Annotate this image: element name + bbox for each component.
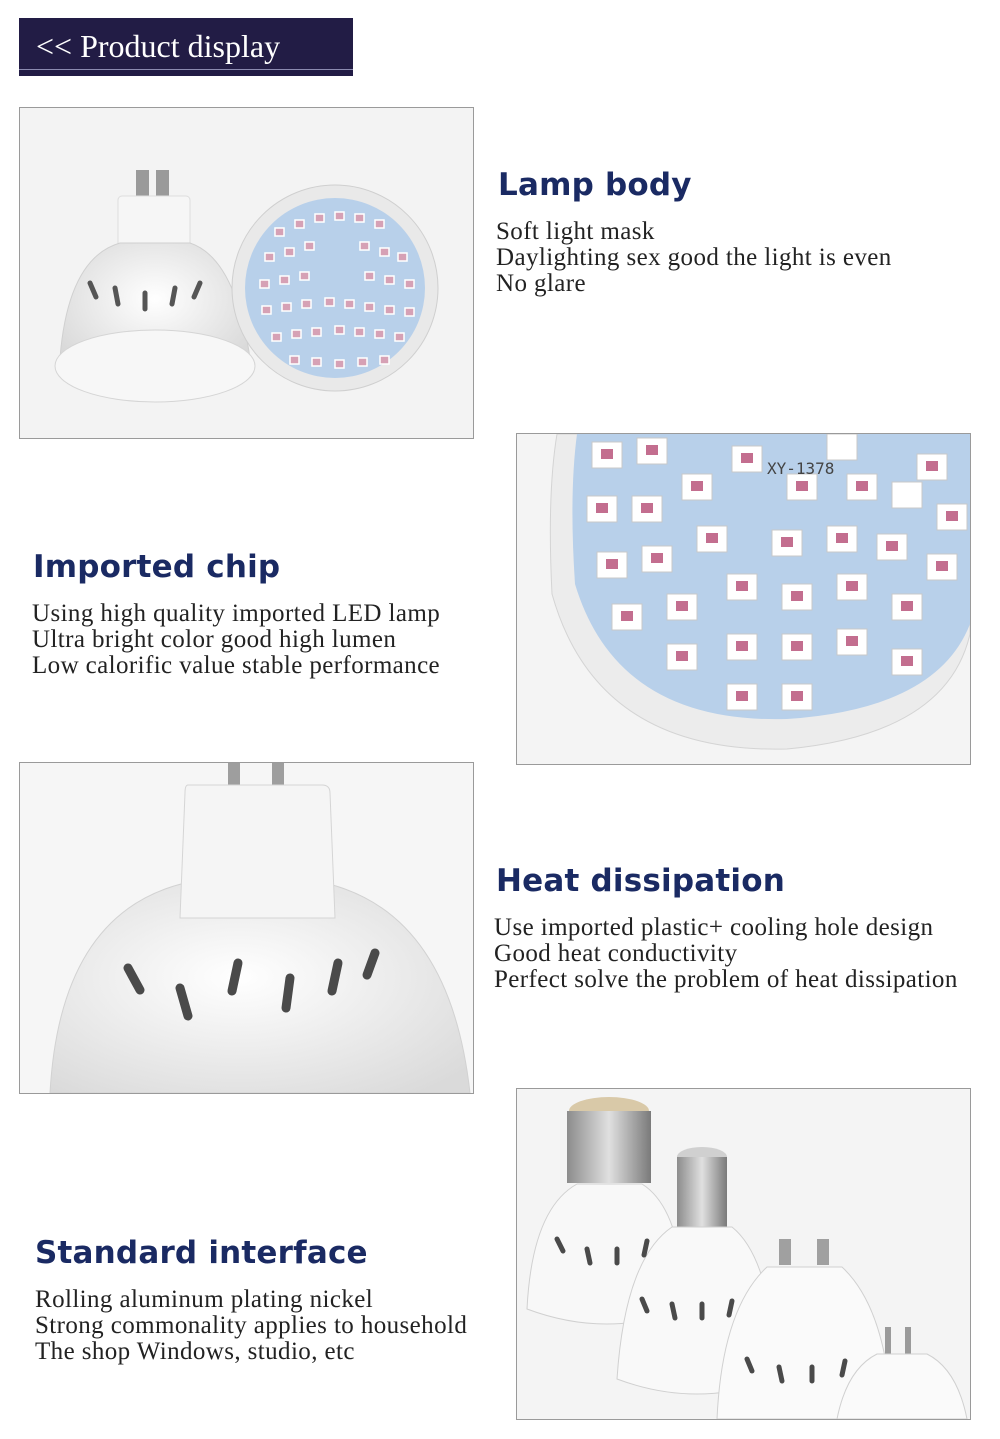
standard-interface-description [35,1287,467,1365]
standard-interface-heading: Standard interface [35,1235,368,1271]
imported-chip-heading: Imported chip [33,549,281,585]
description-line: Strong commonality applies to household [35,1312,468,1339]
cooling-holes-photo [19,762,474,1094]
description-line: Low calorific value stable performance [32,652,441,679]
description-line: Use imported plastic+ cooling hole design [494,914,934,941]
lamp-body-heading: Lamp body [498,167,692,203]
description-line: Good heat conductivity [494,940,738,967]
chip-label: XY-1378 [767,459,835,478]
socket-types-photo [516,1088,971,1420]
description-line: Using high quality imported LED lamp [32,600,441,627]
description-line: Soft light mask [496,218,655,245]
heat-dissipation-description [494,915,958,993]
product-display-banner [19,18,353,76]
description-line: Rolling aluminum plating nickel [35,1286,374,1313]
led-chip-closeup-photo [516,433,971,765]
lamp-body-description [496,219,892,297]
description-line: Ultra bright color good high lumen [32,626,397,653]
description-line: No glare [496,270,586,297]
heat-dissipation-heading: Heat dissipation [496,863,785,899]
description-line: Perfect solve the problem of heat dissipation [494,966,958,993]
description-line: The shop Windows, studio, etc [35,1338,355,1365]
banner-title: << Product display [36,28,281,64]
imported-chip-description [32,601,440,679]
banner-underline [19,69,353,70]
lamp-body-photo [19,107,474,439]
description-line: Daylighting sex good the light is even [496,244,892,271]
